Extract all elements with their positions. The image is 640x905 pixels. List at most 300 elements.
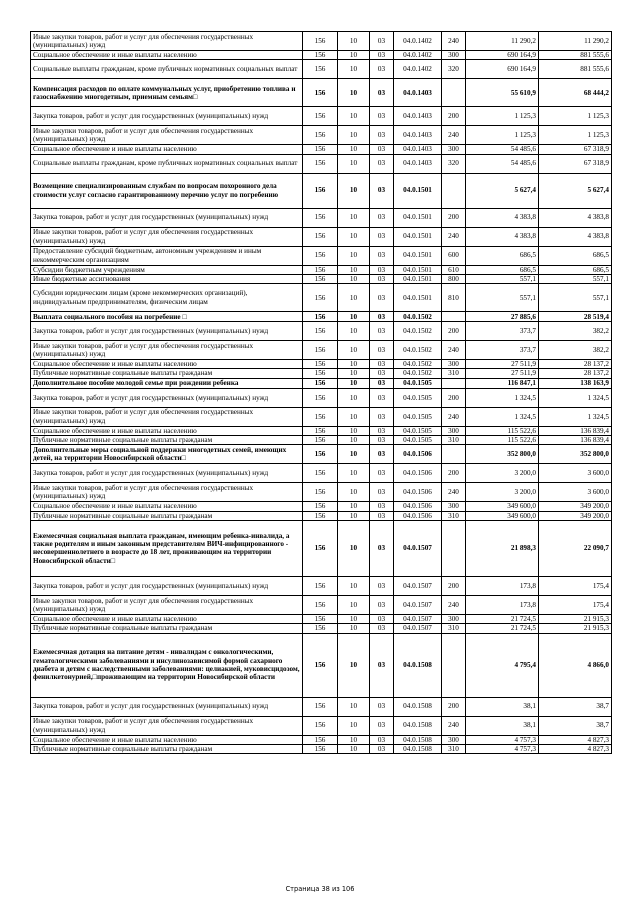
- grbs-code-cell: 156: [303, 483, 338, 502]
- section-code-cell: 10: [338, 154, 370, 173]
- section-code-cell: 10: [338, 208, 370, 227]
- expense-type-cell: 320: [442, 60, 466, 79]
- amount-year1-cell: 54 485,6: [466, 154, 539, 173]
- section-code-cell: 10: [338, 145, 370, 154]
- target-article-cell: 04.0.1505: [394, 436, 442, 445]
- expense-name-cell: Закупка товаров, работ и услуг для государственных (муниципальных) нужд: [31, 208, 303, 227]
- expense-name-cell: Иные закупки товаров, работ и услуг для обеспечения государственных (муниципальных) нужд: [31, 716, 303, 735]
- amount-year1-cell: 173,8: [466, 595, 539, 614]
- expense-type-cell: [442, 312, 466, 322]
- amount-year2-cell: 138 163,9: [539, 378, 612, 388]
- amount-year2-cell: 21 915,3: [539, 624, 612, 633]
- amount-year1-cell: 3 200,0: [466, 483, 539, 502]
- grbs-code-cell: 156: [303, 716, 338, 735]
- amount-year2-cell: 382,2: [539, 322, 612, 341]
- grbs-code-cell: 156: [303, 173, 338, 208]
- section-code-cell: 10: [338, 502, 370, 511]
- amount-year2-cell: 686,5: [539, 265, 612, 274]
- expense-type-cell: [442, 378, 466, 388]
- grbs-code-cell: 156: [303, 274, 338, 283]
- amount-year2-cell: 4 383,8: [539, 208, 612, 227]
- subsection-code-cell: 03: [370, 624, 394, 633]
- grbs-code-cell: 156: [303, 246, 338, 265]
- grbs-code-cell: 156: [303, 633, 338, 697]
- target-article-cell: 04.0.1502: [394, 369, 442, 378]
- section-code-cell: 10: [338, 60, 370, 79]
- expense-name-cell: Ежемесячная дотация на питание детям - инвалидам с онкологическими, гематологическими заболеваниями и инсулинозависимой формой сахарного диабета и детям с наследственными заболеваниями: целиакией, муковисцидозом, фенилкетонурией,□проживающим на территории Новосибирской области: [31, 633, 303, 697]
- expense-name-cell: Социальные выплаты гражданам, кроме публичных нормативных социальных выплат: [31, 154, 303, 173]
- amount-year2-cell: 4 827,3: [539, 744, 612, 753]
- expense-type-cell: [442, 173, 466, 208]
- expense-type-cell: 610: [442, 265, 466, 274]
- target-article-cell: 04.0.1508: [394, 697, 442, 716]
- expense-type-cell: 240: [442, 595, 466, 614]
- amount-year2-cell: 352 800,0: [539, 445, 612, 464]
- section-code-cell: 10: [338, 274, 370, 283]
- amount-year2-cell: 557,1: [539, 284, 612, 312]
- amount-year2-cell: 38,7: [539, 697, 612, 716]
- grbs-code-cell: 156: [303, 312, 338, 322]
- section-code-cell: 10: [338, 173, 370, 208]
- section-code-cell: 10: [338, 464, 370, 483]
- expense-name-cell: Иные закупки товаров, работ и услуг для обеспечения государственных (муниципальных) нужд: [31, 595, 303, 614]
- table-row: [31, 265, 612, 274]
- amount-year1-cell: 373,7: [466, 322, 539, 341]
- amount-year2-cell: 1 125,3: [539, 126, 612, 145]
- expense-name-cell: Социальные выплаты гражданам, кроме публичных нормативных социальных выплат: [31, 60, 303, 79]
- table-row: [31, 360, 612, 369]
- amount-year1-cell: 349 600,0: [466, 511, 539, 520]
- section-code-cell: 10: [338, 511, 370, 520]
- amount-year1-cell: 115 522,6: [466, 436, 539, 445]
- amount-year1-cell: 1 324,5: [466, 407, 539, 426]
- amount-year1-cell: 686,5: [466, 246, 539, 265]
- expense-type-cell: [442, 445, 466, 464]
- amount-year1-cell: 1 125,3: [466, 126, 539, 145]
- grbs-code-cell: 156: [303, 227, 338, 246]
- grbs-code-cell: 156: [303, 614, 338, 623]
- grbs-code-cell: 156: [303, 341, 338, 360]
- table-row: [31, 246, 612, 265]
- target-article-cell: 04.0.1501: [394, 274, 442, 283]
- subsection-code-cell: 03: [370, 614, 394, 623]
- budget-table-container: [30, 31, 611, 754]
- target-article-cell: 04.0.1507: [394, 520, 442, 576]
- subsection-code-cell: 03: [370, 735, 394, 744]
- expense-type-cell: 240: [442, 407, 466, 426]
- target-article-cell: 04.0.1507: [394, 614, 442, 623]
- expense-name-cell: Иные бюджетные ассигнования: [31, 274, 303, 283]
- expense-type-cell: [442, 79, 466, 107]
- table-row: [31, 322, 612, 341]
- expense-name-cell: Публичные нормативные социальные выплаты гражданам: [31, 369, 303, 378]
- subsection-code-cell: 03: [370, 576, 394, 595]
- amount-year1-cell: 686,5: [466, 265, 539, 274]
- section-code-cell: 10: [338, 51, 370, 60]
- subsection-code-cell: 03: [370, 407, 394, 426]
- target-article-cell: 04.0.1505: [394, 407, 442, 426]
- section-code-cell: 10: [338, 378, 370, 388]
- expense-type-cell: 240: [442, 716, 466, 735]
- subsection-code-cell: 03: [370, 32, 394, 51]
- subsection-code-cell: 03: [370, 274, 394, 283]
- section-code-cell: 10: [338, 436, 370, 445]
- expense-type-cell: 200: [442, 697, 466, 716]
- table-row: [31, 51, 612, 60]
- table-row: [31, 32, 612, 51]
- target-article-cell: 04.0.1506: [394, 464, 442, 483]
- target-article-cell: 04.0.1508: [394, 744, 442, 753]
- amount-year1-cell: 557,1: [466, 274, 539, 283]
- section-code-cell: 10: [338, 322, 370, 341]
- subsection-code-cell: 03: [370, 716, 394, 735]
- target-article-cell: 04.0.1402: [394, 51, 442, 60]
- table-row: [31, 624, 612, 633]
- expense-name-cell: Закупка товаров, работ и услуг для государственных (муниципальных) нужд: [31, 107, 303, 126]
- subsection-code-cell: 03: [370, 284, 394, 312]
- grbs-code-cell: 156: [303, 735, 338, 744]
- expense-name-cell: Субсидии бюджетным учреждениям: [31, 265, 303, 274]
- amount-year2-cell: 557,1: [539, 274, 612, 283]
- grbs-code-cell: 156: [303, 369, 338, 378]
- section-code-cell: 10: [338, 426, 370, 435]
- page-number-label: Страница 38 из 106: [285, 885, 355, 893]
- section-code-cell: 10: [338, 388, 370, 407]
- target-article-cell: 04.0.1507: [394, 576, 442, 595]
- amount-year1-cell: 557,1: [466, 284, 539, 312]
- expense-type-cell: 200: [442, 576, 466, 595]
- amount-year2-cell: 38,7: [539, 716, 612, 735]
- subsection-code-cell: 03: [370, 79, 394, 107]
- expense-type-cell: 300: [442, 426, 466, 435]
- amount-year2-cell: 136 839,4: [539, 426, 612, 435]
- expense-type-cell: 310: [442, 624, 466, 633]
- table-row: [31, 633, 612, 697]
- grbs-code-cell: 156: [303, 51, 338, 60]
- grbs-code-cell: 156: [303, 624, 338, 633]
- amount-year1-cell: 173,8: [466, 576, 539, 595]
- amount-year2-cell: 28 137,2: [539, 369, 612, 378]
- target-article-cell: 04.0.1505: [394, 426, 442, 435]
- section-code-cell: 10: [338, 265, 370, 274]
- amount-year2-cell: 22 090,7: [539, 520, 612, 576]
- amount-year2-cell: 3 600,0: [539, 464, 612, 483]
- grbs-code-cell: 156: [303, 322, 338, 341]
- amount-year2-cell: 3 600,0: [539, 483, 612, 502]
- section-code-cell: 10: [338, 246, 370, 265]
- section-code-cell: 10: [338, 614, 370, 623]
- expense-name-cell: Социальное обеспечение и иные выплаты населению: [31, 145, 303, 154]
- table-row: [31, 502, 612, 511]
- expense-type-cell: 300: [442, 145, 466, 154]
- expense-name-cell: Иные закупки товаров, работ и услуг для обеспечения государственных (муниципальных) нужд: [31, 126, 303, 145]
- amount-year1-cell: 38,1: [466, 716, 539, 735]
- amount-year1-cell: 11 290,2: [466, 32, 539, 51]
- section-code-cell: 10: [338, 312, 370, 322]
- amount-year2-cell: 5 627,4: [539, 173, 612, 208]
- section-code-cell: 10: [338, 735, 370, 744]
- section-code-cell: 10: [338, 744, 370, 753]
- table-row: [31, 378, 612, 388]
- subsection-code-cell: 03: [370, 51, 394, 60]
- subsection-code-cell: 03: [370, 208, 394, 227]
- target-article-cell: 04.0.1502: [394, 312, 442, 322]
- amount-year1-cell: 27 511,9: [466, 369, 539, 378]
- amount-year1-cell: 5 627,4: [466, 173, 539, 208]
- expense-name-cell: Закупка товаров, работ и услуг для государственных (муниципальных) нужд: [31, 388, 303, 407]
- expense-type-cell: 240: [442, 32, 466, 51]
- expense-name-cell: Закупка товаров, работ и услуг для государственных (муниципальных) нужд: [31, 576, 303, 595]
- target-article-cell: 04.0.1501: [394, 246, 442, 265]
- target-article-cell: 04.0.1502: [394, 360, 442, 369]
- amount-year1-cell: 27 885,6: [466, 312, 539, 322]
- subsection-code-cell: 03: [370, 595, 394, 614]
- amount-year1-cell: 21 898,3: [466, 520, 539, 576]
- expense-type-cell: 200: [442, 322, 466, 341]
- grbs-code-cell: 156: [303, 502, 338, 511]
- subsection-code-cell: 03: [370, 312, 394, 322]
- grbs-code-cell: 156: [303, 520, 338, 576]
- section-code-cell: 10: [338, 576, 370, 595]
- subsection-code-cell: 03: [370, 436, 394, 445]
- table-row: [31, 227, 612, 246]
- amount-year2-cell: 28 137,2: [539, 360, 612, 369]
- amount-year1-cell: 349 600,0: [466, 502, 539, 511]
- expense-name-cell: Социальное обеспечение и иные выплаты населению: [31, 735, 303, 744]
- table-row: [31, 154, 612, 173]
- expense-name-cell: Предоставление субсидий бюджетным, автономным учреждениям и иным некоммерческим организациям: [31, 246, 303, 265]
- amount-year2-cell: 1 324,5: [539, 407, 612, 426]
- expense-type-cell: 300: [442, 51, 466, 60]
- table-row: [31, 341, 612, 360]
- amount-year2-cell: 175,4: [539, 576, 612, 595]
- section-code-cell: 10: [338, 445, 370, 464]
- expense-type-cell: 300: [442, 735, 466, 744]
- expense-name-cell: Иные закупки товаров, работ и услуг для обеспечения государственных (муниципальных) нужд: [31, 483, 303, 502]
- amount-year2-cell: 686,5: [539, 246, 612, 265]
- grbs-code-cell: 156: [303, 595, 338, 614]
- amount-year2-cell: 21 915,3: [539, 614, 612, 623]
- table-row: [31, 511, 612, 520]
- expense-type-cell: 300: [442, 614, 466, 623]
- table-row: [31, 145, 612, 154]
- section-code-cell: 10: [338, 595, 370, 614]
- expense-name-cell: Выплата социального пособия на погребение □: [31, 312, 303, 322]
- section-code-cell: 10: [338, 520, 370, 576]
- expense-name-cell: Социальное обеспечение и иные выплаты населению: [31, 502, 303, 511]
- expense-type-cell: 300: [442, 360, 466, 369]
- table-row: [31, 445, 612, 464]
- target-article-cell: 04.0.1501: [394, 265, 442, 274]
- amount-year1-cell: 21 724,5: [466, 624, 539, 633]
- expense-name-cell: Ежемесячная социальная выплата гражданам, имеющим ребенка-инвалида, а также родителям и иным законным представителям ВИЧ-инфицированного - несовершеннолетнего в возрасте до 18 лет, проживающим на территории Новосибирской области□: [31, 520, 303, 576]
- subsection-code-cell: 03: [370, 426, 394, 435]
- expense-type-cell: 200: [442, 388, 466, 407]
- amount-year1-cell: 373,7: [466, 341, 539, 360]
- grbs-code-cell: 156: [303, 79, 338, 107]
- expense-type-cell: 800: [442, 274, 466, 283]
- amount-year2-cell: 881 555,6: [539, 51, 612, 60]
- grbs-code-cell: 156: [303, 126, 338, 145]
- target-article-cell: 04.0.1502: [394, 322, 442, 341]
- amount-year2-cell: 1 125,3: [539, 107, 612, 126]
- expense-type-cell: 600: [442, 246, 466, 265]
- subsection-code-cell: 03: [370, 502, 394, 511]
- grbs-code-cell: 156: [303, 32, 338, 51]
- amount-year2-cell: 4 866,0: [539, 633, 612, 697]
- amount-year2-cell: 349 200,0: [539, 502, 612, 511]
- grbs-code-cell: 156: [303, 511, 338, 520]
- amount-year1-cell: 54 485,6: [466, 145, 539, 154]
- expense-name-cell: Социальное обеспечение и иные выплаты населению: [31, 51, 303, 60]
- section-code-cell: 10: [338, 341, 370, 360]
- expense-type-cell: 310: [442, 744, 466, 753]
- subsection-code-cell: 03: [370, 126, 394, 145]
- table-row: [31, 284, 612, 312]
- table-row: [31, 126, 612, 145]
- table-row: [31, 614, 612, 623]
- grbs-code-cell: 156: [303, 445, 338, 464]
- grbs-code-cell: 156: [303, 576, 338, 595]
- target-article-cell: 04.0.1501: [394, 173, 442, 208]
- section-code-cell: 10: [338, 107, 370, 126]
- expense-type-cell: [442, 633, 466, 697]
- target-article-cell: 04.0.1501: [394, 284, 442, 312]
- expense-name-cell: Публичные нормативные социальные выплаты гражданам: [31, 511, 303, 520]
- amount-year2-cell: 175,4: [539, 595, 612, 614]
- amount-year1-cell: 1 125,3: [466, 107, 539, 126]
- grbs-code-cell: 156: [303, 697, 338, 716]
- expense-name-cell: Иные закупки товаров, работ и услуг для обеспечения государственных (муниципальных) нужд: [31, 227, 303, 246]
- table-row: [31, 595, 612, 614]
- table-row: [31, 520, 612, 576]
- expense-type-cell: 200: [442, 208, 466, 227]
- expense-name-cell: Иные закупки товаров, работ и услуг для обеспечения государственных (муниципальных) нужд: [31, 407, 303, 426]
- amount-year2-cell: 28 519,4: [539, 312, 612, 322]
- expense-name-cell: Социальное обеспечение и иные выплаты населению: [31, 614, 303, 623]
- subsection-code-cell: 03: [370, 265, 394, 274]
- table-row: [31, 483, 612, 502]
- amount-year2-cell: 67 318,9: [539, 154, 612, 173]
- grbs-code-cell: 156: [303, 208, 338, 227]
- expense-type-cell: 310: [442, 511, 466, 520]
- section-code-cell: 10: [338, 697, 370, 716]
- subsection-code-cell: 03: [370, 511, 394, 520]
- expense-name-cell: Публичные нормативные социальные выплаты гражданам: [31, 624, 303, 633]
- target-article-cell: 04.0.1508: [394, 716, 442, 735]
- table-row: [31, 735, 612, 744]
- amount-year1-cell: 4 757,3: [466, 735, 539, 744]
- subsection-code-cell: 03: [370, 633, 394, 697]
- target-article-cell: 04.0.1506: [394, 483, 442, 502]
- amount-year1-cell: 4 795,4: [466, 633, 539, 697]
- target-article-cell: 04.0.1402: [394, 60, 442, 79]
- amount-year1-cell: 4 757,3: [466, 744, 539, 753]
- budget-table-body: [31, 32, 612, 754]
- table-row: [31, 173, 612, 208]
- subsection-code-cell: 03: [370, 173, 394, 208]
- table-row: [31, 407, 612, 426]
- amount-year1-cell: 352 800,0: [466, 445, 539, 464]
- target-article-cell: 04.0.1403: [394, 145, 442, 154]
- target-article-cell: 04.0.1501: [394, 227, 442, 246]
- amount-year2-cell: 4 383,8: [539, 227, 612, 246]
- section-code-cell: 10: [338, 227, 370, 246]
- target-article-cell: 04.0.1507: [394, 595, 442, 614]
- amount-year2-cell: 1 324,5: [539, 388, 612, 407]
- expense-name-cell: Закупка товаров, работ и услуг для государственных (муниципальных) нужд: [31, 322, 303, 341]
- expense-type-cell: 240: [442, 227, 466, 246]
- subsection-code-cell: 03: [370, 60, 394, 79]
- amount-year2-cell: 11 290,2: [539, 32, 612, 51]
- subsection-code-cell: 03: [370, 520, 394, 576]
- budget-table: [30, 31, 612, 754]
- section-code-cell: 10: [338, 126, 370, 145]
- section-code-cell: 10: [338, 483, 370, 502]
- expense-type-cell: 310: [442, 369, 466, 378]
- subsection-code-cell: 03: [370, 697, 394, 716]
- grbs-code-cell: 156: [303, 436, 338, 445]
- table-row: [31, 464, 612, 483]
- subsection-code-cell: 03: [370, 227, 394, 246]
- subsection-code-cell: 03: [370, 369, 394, 378]
- amount-year1-cell: 115 522,6: [466, 426, 539, 435]
- subsection-code-cell: 03: [370, 378, 394, 388]
- grbs-code-cell: 156: [303, 744, 338, 753]
- subsection-code-cell: 03: [370, 445, 394, 464]
- amount-year1-cell: 21 724,5: [466, 614, 539, 623]
- expense-name-cell: Закупка товаров, работ и услуг для государственных (муниципальных) нужд: [31, 697, 303, 716]
- subsection-code-cell: 03: [370, 154, 394, 173]
- expense-type-cell: 810: [442, 284, 466, 312]
- target-article-cell: 04.0.1508: [394, 633, 442, 697]
- table-row: [31, 436, 612, 445]
- expense-type-cell: 240: [442, 126, 466, 145]
- target-article-cell: 04.0.1403: [394, 154, 442, 173]
- subsection-code-cell: 03: [370, 388, 394, 407]
- subsection-code-cell: 03: [370, 341, 394, 360]
- expense-name-cell: Публичные нормативные социальные выплаты гражданам: [31, 744, 303, 753]
- section-code-cell: 10: [338, 407, 370, 426]
- expense-type-cell: 300: [442, 502, 466, 511]
- grbs-code-cell: 156: [303, 145, 338, 154]
- subsection-code-cell: 03: [370, 483, 394, 502]
- expense-name-cell: Субсидии юридическим лицам (кроме некоммерческих организаций), индивидуальным предпринимателям, физическим лицам: [31, 284, 303, 312]
- target-article-cell: 04.0.1508: [394, 735, 442, 744]
- expense-type-cell: [442, 520, 466, 576]
- amount-year2-cell: 881 555,6: [539, 60, 612, 79]
- expense-name-cell: Возмещение специализированным службам по вопросам похоронного дела стоимости услуг согласно гарантированному перечню услуг по погребению: [31, 173, 303, 208]
- table-row: [31, 107, 612, 126]
- subsection-code-cell: 03: [370, 322, 394, 341]
- amount-year1-cell: 690 164,9: [466, 60, 539, 79]
- grbs-code-cell: 156: [303, 60, 338, 79]
- expense-type-cell: 240: [442, 483, 466, 502]
- section-code-cell: 10: [338, 360, 370, 369]
- expense-name-cell: Иные закупки товаров, работ и услуг для обеспечения государственных (муниципальных) нужд: [31, 341, 303, 360]
- expense-type-cell: 200: [442, 464, 466, 483]
- amount-year1-cell: 116 847,1: [466, 378, 539, 388]
- section-code-cell: 10: [338, 79, 370, 107]
- amount-year1-cell: 4 383,8: [466, 208, 539, 227]
- section-code-cell: 10: [338, 369, 370, 378]
- subsection-code-cell: 03: [370, 744, 394, 753]
- grbs-code-cell: 156: [303, 426, 338, 435]
- grbs-code-cell: 156: [303, 284, 338, 312]
- section-code-cell: 10: [338, 284, 370, 312]
- target-article-cell: 04.0.1502: [394, 341, 442, 360]
- table-row: [31, 312, 612, 322]
